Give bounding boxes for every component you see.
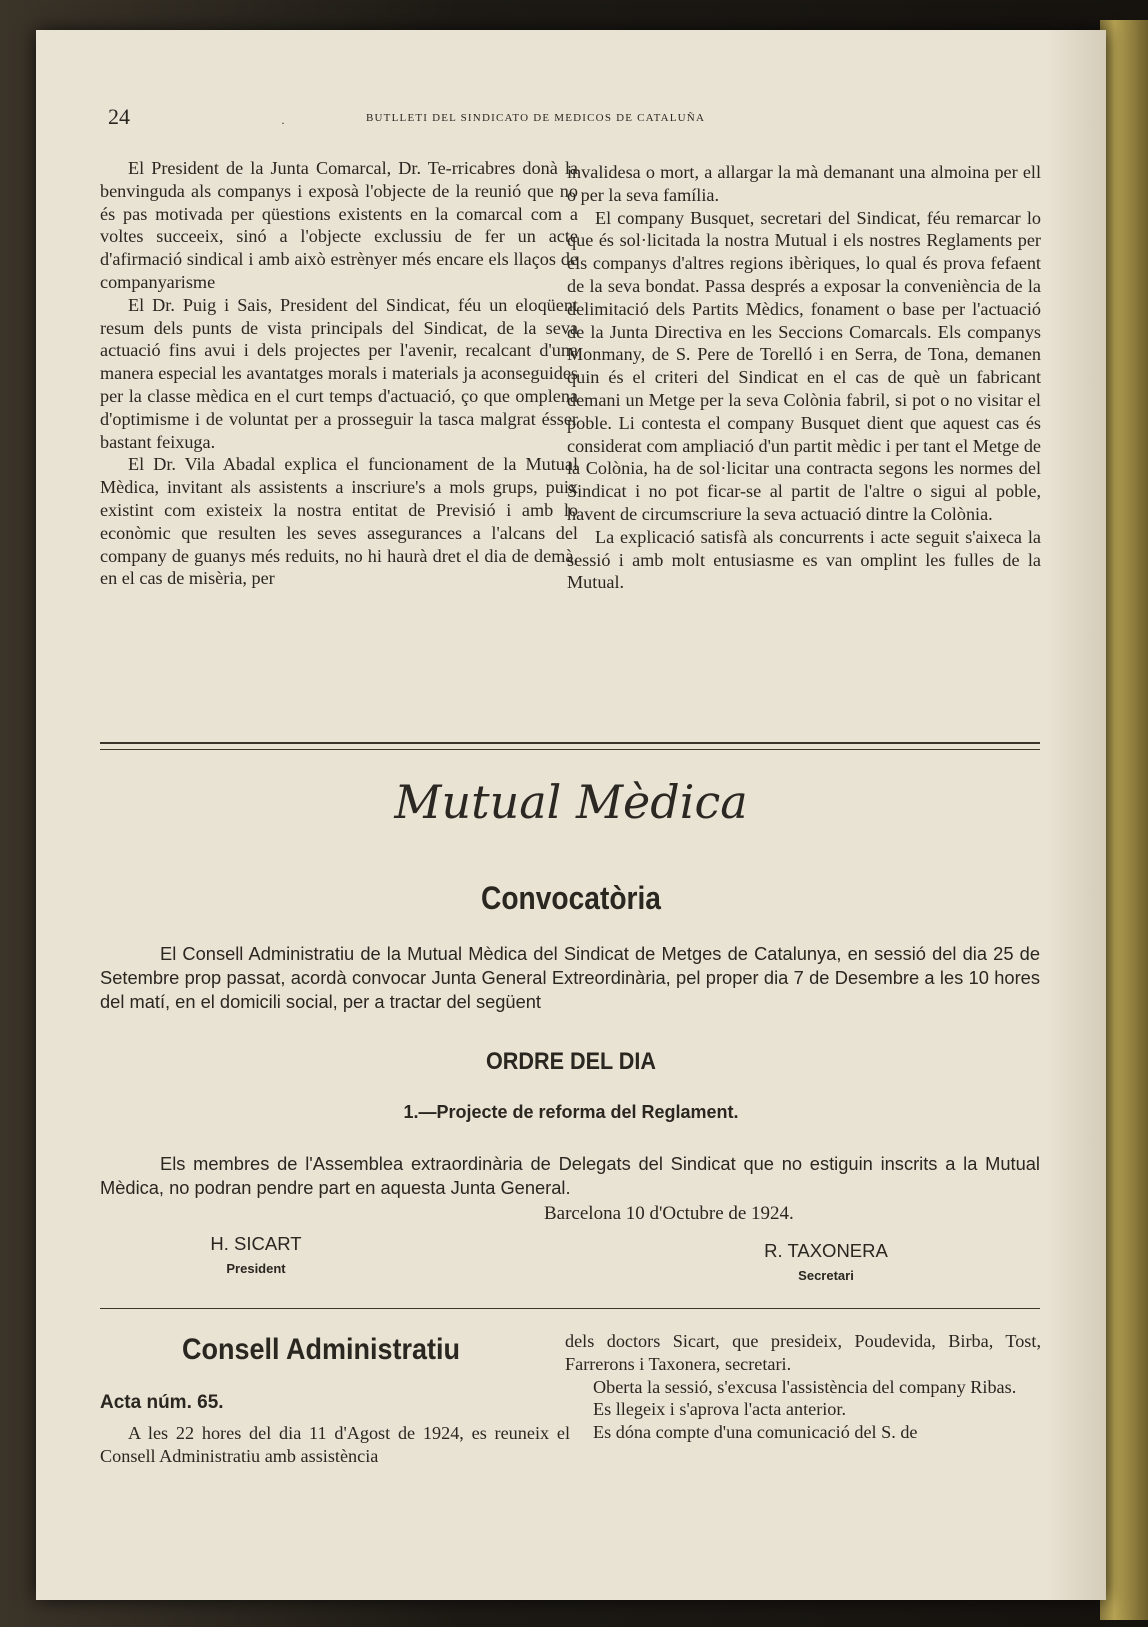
section-divider (100, 742, 1040, 750)
top-right-column (567, 161, 1041, 594)
top-left-column (100, 157, 578, 590)
convocatoria-body (100, 942, 1040, 1014)
ordre-del-dia-item: 1.—Projecte de reforma del Reglament. (403, 1102, 739, 1122)
book-binding-edge (1100, 20, 1148, 1620)
signature-secretary (736, 1240, 916, 1283)
ordre-del-dia-heading: ORDRE DEL DIA (485, 1048, 657, 1075)
paragraph: Es llegeix i s'aprova l'acta anterior. (593, 1399, 846, 1420)
paragraph: A les 22 hores del dia 11 d'Agost de 1924, es reuneix el Consell Administratiu amb assistència (100, 1423, 570, 1466)
acta-number: Acta núm. 65. (100, 1392, 224, 1413)
signature-name: H. SICART (210, 1233, 302, 1254)
paragraph: El President de la Junta Comarcal, Dr. Te-rricabres donà la benvinguda als companys i exposà l'objecte de la reunió que no és pas motivada per qüestions existents en la comarcal com a voltes succeeix, sinó a l'objecte exclussiu de fer un acte d'afirmació sindical i amb això estrènyer més encare els llaços de companyarisme (100, 158, 578, 292)
paragraph: Oberta la sessió, s'excusa l'assistència del company Ribas. (593, 1376, 1017, 1397)
paragraph: Es dóna compte d'una comunicació del S. de (593, 1422, 918, 1443)
paragraph: Els membres de l'Assemblea extraordinària de Delegats del Sindicat que no estiguin inscrits a la Mutual Mèdica, no podran pendre part en aquesta Junta General. (100, 1153, 1040, 1198)
mutual-title: Mutual Mèdica (394, 775, 748, 829)
signature-name: R. TAXONERA (764, 1240, 888, 1261)
section-divider (100, 1308, 1040, 1309)
paragraph: El company Busquet, secretari del Sindicat, féu remarcar lo que és sol·licitada la nostra Mutual i els nostres Reglaments per els companys d'altres regions ibèriques, lo qual és prova fefaent de la seva bondat. Passa després a exposar la conveniència de la delimitació dels Partits Mèdics, fonament o base per l'actuació de la Junta Directiva en les Seccions Comarcals. Els companys Monmany, de S. Pere de Torelló i en Serra, de Tona, demanen quin és el criteri del Sindicat en el cas de què un fabricant demani un Metge per la seva Colònia fabril, si pot o no visitar el poble. Li contesta el company Busquet dient que aquest cas és considerat com ampliació d'un partit mèdic i per tant el Metge de la Colònia, ha de sol·licitar una contracta segons les normes del Sindicat i no pot ficar-se al partit de l'altre o sigui al poble, havent de circumscriure la seva actuació dintre la Colònia. (567, 207, 1041, 524)
paragraph: El Dr. Puig i Sais, President del Sindicat, féu un eloqüent resum dels punts de vista principals del Sindicat, de la seva actuació fins avui i dels projectes per l'avenir, recalcant d'una manera especial les avantatges morals i materials ja aconseguides per la classe mèdica en el curt temps d'actuació, ço que omplena d'optimisme i de voluntat per a prosseguir la tasca malgrat ésser bastant feixuga. (100, 294, 578, 452)
members-note (100, 1152, 1040, 1200)
paragraph: El Consell Administratiu de la Mutual Mèdica del Sindicat de Metges de Catalunya, en sessió del dia 25 de Setembre prop passat, acordà convocar Junta General Extreordinària, pel proper dia 7 de Desembre a les 10 hores del matí, en el domicili social, per a tractar del següent (100, 943, 1040, 1012)
convocatoria-heading: Convocatòria (481, 880, 661, 916)
signature-role: Secretari (798, 1268, 854, 1283)
page-number: 24 (108, 104, 130, 129)
header-dot: · (281, 116, 285, 130)
paragraph: dels doctors Sicart, que presideix, Poudevida, Birba, Tost, Farrerons i Taxonera, secretari. (565, 1331, 1041, 1374)
bottom-right-column (565, 1330, 1041, 1444)
paragraph: El Dr. Vila Abadal explica el funcionament de la Mutual Mèdica, invitant als assistents a inscriure's a mols grups, puix existint com existeix la nostra entitat de Previsió i amb lo econòmic que resulten les seves assegurances a l'alcans del company de guanys més reduits, no hi haurà dret el dia de demà, en el cas de misèria, per (100, 454, 578, 589)
signature-president (176, 1233, 336, 1276)
paragraph: La explicació satisfà als concurrents i acte seguit s'aixeca la sessió i amb molt entusiasme es van omplint les fulles de la Mutual. (567, 526, 1041, 593)
running-title: BUTLLETI DEL SINDICATO DE MEDICOS DE CATALUÑA (366, 112, 706, 124)
consell-title: Consell Administratiu (181, 1333, 461, 1366)
paragraph: invalidesa o mort, a allargar la mà demanant una almoina per ell o per la seva família. (567, 162, 1041, 205)
signature-role: President (226, 1261, 286, 1276)
bottom-left-column (100, 1422, 570, 1468)
document-page (36, 30, 1106, 1600)
dateline: Barcelona 10 d'Octubre de 1924. (544, 1203, 794, 1224)
